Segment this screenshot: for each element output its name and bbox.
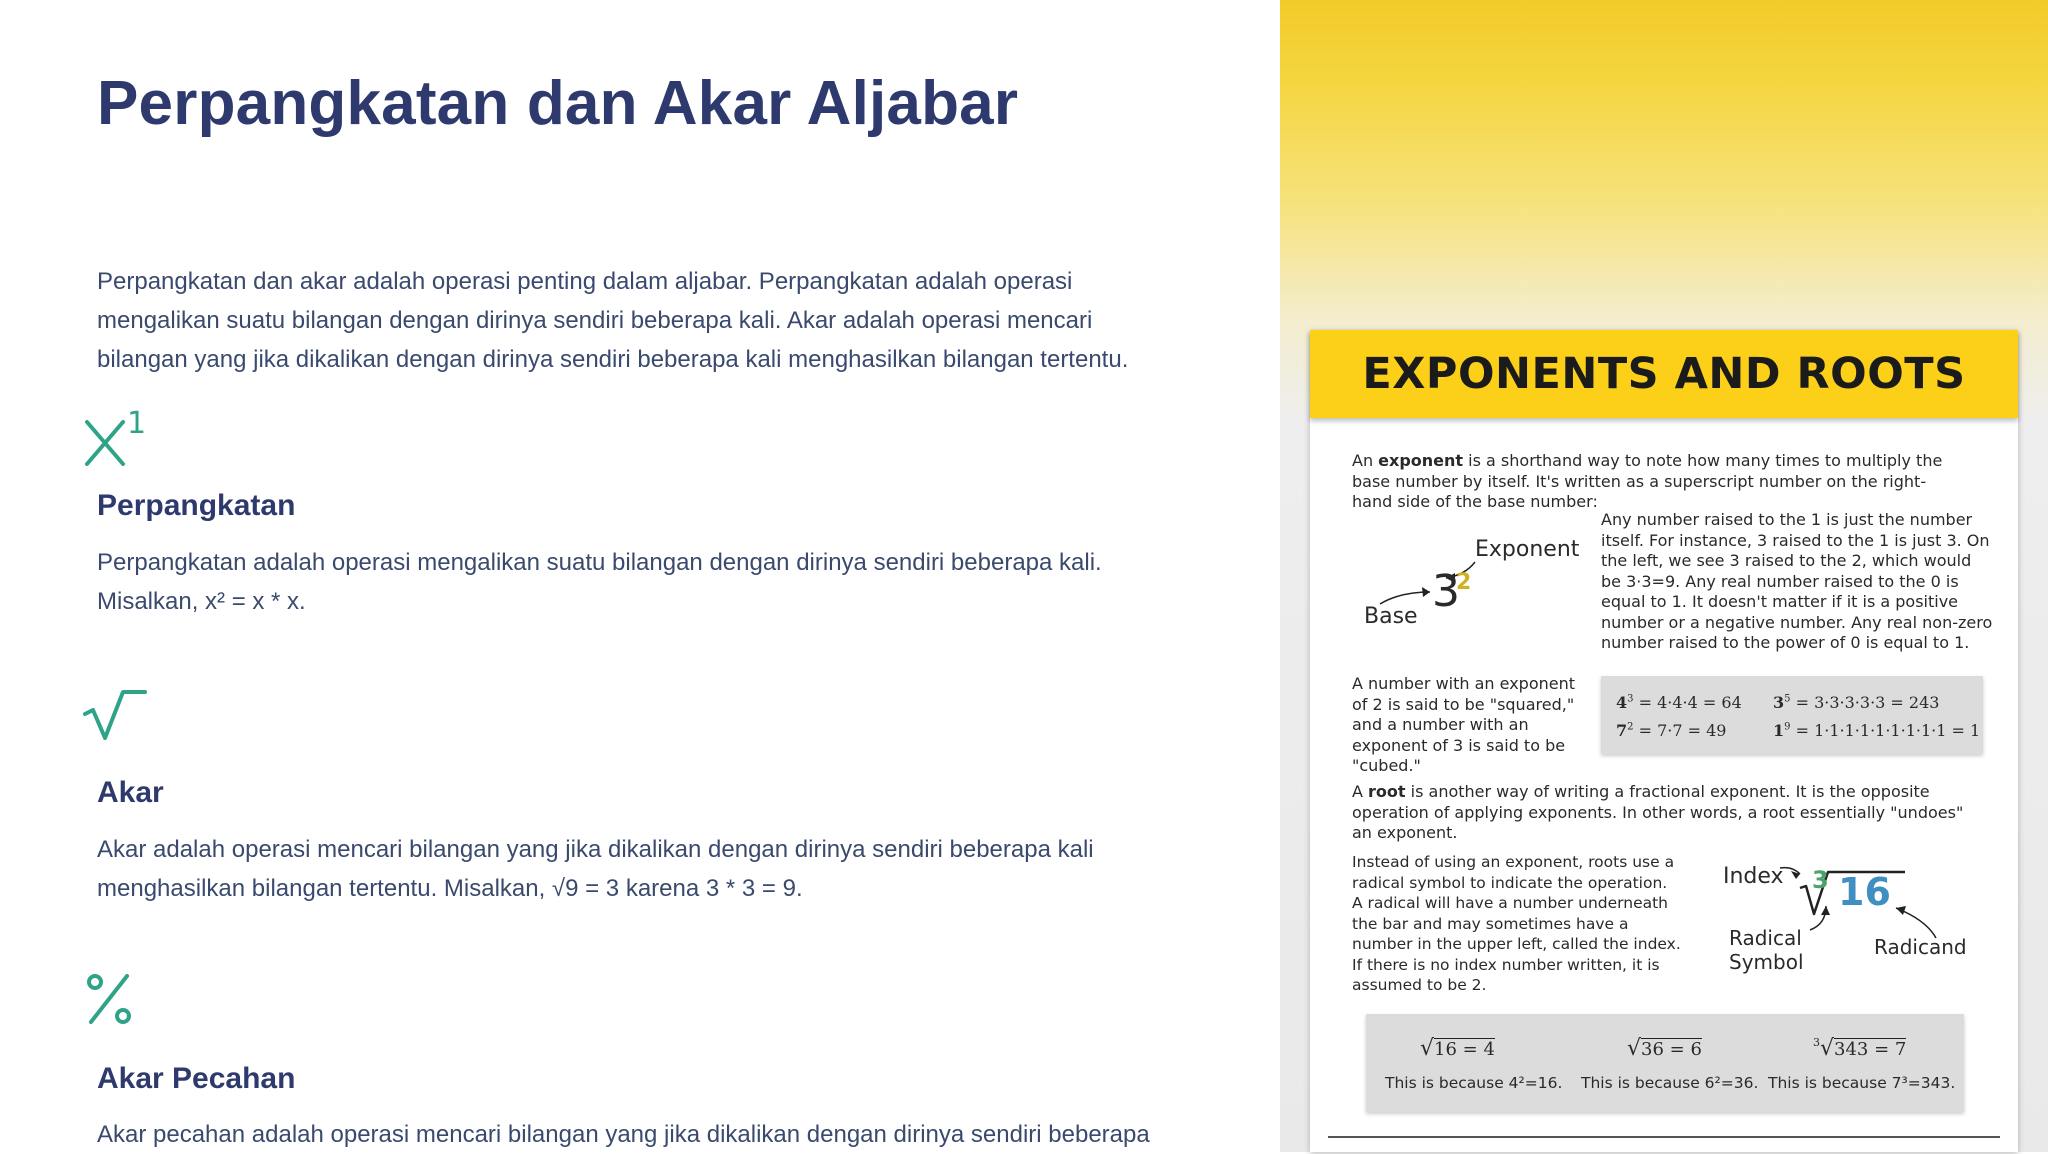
percent-icon <box>83 972 139 1028</box>
example-1-ninth-exp: 9 <box>1784 721 1791 733</box>
root-example-3-index: 3 <box>1813 1036 1820 1049</box>
section-title-perpangkatan: Perpangkatan <box>97 489 296 522</box>
infographic-title: EXPONENTS AND ROOTS <box>1362 349 1966 399</box>
root-example-1 <box>1420 1036 1495 1061</box>
root-example-1-note: This is because 4²=16. <box>1385 1074 1563 1092</box>
square-root-icon <box>83 684 149 742</box>
example-base: 3 <box>1432 566 1460 617</box>
root-example-1-expr: 16 = 4 <box>1434 1039 1495 1060</box>
section-text-akar-pecahan: Akar pecahan adalah operasi mencari bilangan yang jika dikalikan dengan dirinya sendiri beberapa <box>97 1121 1150 1148</box>
example-4-cubed-rest: = 4·4·4 = 64 <box>1633 693 1742 712</box>
root-index: 3 <box>1812 866 1829 894</box>
root-example-3 <box>1813 1036 1906 1061</box>
radical-sign-2: √ <box>1627 1036 1642 1061</box>
example-7-squared <box>1616 721 1726 740</box>
example-3-fifth-base: 3 <box>1773 693 1785 712</box>
root-example-2-note: This is because 6²=36. <box>1581 1074 1759 1092</box>
root-intro-pre: A <box>1352 782 1369 801</box>
exponent-intro-post: is a shorthand way to note how many times to multiply the base number by itself. It's written as a superscript number on the right-hand side of the base number: <box>1352 451 1943 511</box>
label-radical-symbol-2: Symbol <box>1729 950 1804 974</box>
root-intro <box>1352 782 1982 844</box>
example-1-ninth-base: 1 <box>1773 721 1785 740</box>
label-radicand: Radicand <box>1874 935 1967 959</box>
root-example-3-expr: 343 = 7 <box>1834 1039 1907 1060</box>
example-power: 2 <box>1456 570 1472 595</box>
example-7-squared-base: 7 <box>1616 721 1628 740</box>
label-radical-symbol-1: Radical <box>1729 926 1802 950</box>
example-3-fifth-rest: = 3·3·3·3·3 = 243 <box>1790 693 1940 712</box>
root-examples-box <box>1366 1014 1964 1112</box>
infographic-banner <box>1310 330 2018 418</box>
example-4-cubed-exp: 3 <box>1627 693 1634 705</box>
bottom-divider <box>1328 1136 2000 1138</box>
svg-text:1: 1 <box>127 406 147 441</box>
exponent-examples-box <box>1601 676 1983 754</box>
root-intro-post: is another way of writing a fractional exponent. It is the opposite operation of applying exponents. In other words, a root essentially "undoes" an exponent. <box>1352 782 1964 842</box>
section-title-akar: Akar <box>97 776 164 809</box>
root-example-2-expr: 36 = 6 <box>1641 1039 1702 1060</box>
root-radicand: 16 <box>1838 870 1891 914</box>
section-title-akar-pecahan: Akar Pecahan <box>97 1062 296 1095</box>
example-7-squared-exp: 2 <box>1627 721 1634 733</box>
radical-text: Instead of using an exponent, roots use a radical symbol to indicate the operation. A radical will have a number underneath the bar and may sometimes have a number in the upper left, called the index. If there is no index number written, it is assumed to be 2. <box>1352 853 1681 994</box>
example-3-fifth-exp: 5 <box>1784 693 1791 705</box>
example-4-cubed-base: 4 <box>1616 693 1628 712</box>
radical-sign-3: √ <box>1820 1036 1835 1061</box>
root-example-2 <box>1627 1036 1702 1061</box>
example-3-fifth <box>1773 693 1939 712</box>
exponent-intro-bold: exponent <box>1378 451 1464 470</box>
label-index: Index <box>1723 864 1784 889</box>
section-text-akar: Akar adalah operasi mencari bilangan yang jika dikalikan dengan dirinya sendiri beberapa kali menghasilkan bilangan tertentu. Misalkan, √9 = 3 karena 3 * 3 = 9. <box>97 836 1094 902</box>
exponent-intro <box>1352 451 1962 513</box>
label-exponent: Exponent <box>1475 537 1580 562</box>
exponent-rules: Any number raised to the 1 is just the number itself. For instance, 3 raised to the 1 is just 3. On the left, we see 3 raised to the 2, which would be 3·3=9. Any real number raised to the 0 is equal to 1. It doesn't matter if it is a positive number or a negative number. Any real non-zero number raised to the power of 0 is equal to 1. <box>1601 510 1993 652</box>
label-base: Base <box>1364 604 1418 629</box>
example-1-ninth-rest: = 1·1·1·1·1·1·1·1·1 = 1 <box>1790 721 1981 740</box>
example-4-cubed <box>1616 693 1742 712</box>
exponent-intro-pre: An <box>1352 451 1379 470</box>
squared-cubed-text: A number with an exponent of 2 is said to be "squared," and a number with an exponent of 3 is said to be "cubed." <box>1352 674 1575 775</box>
page-title: Perpangkatan dan Akar Aljabar <box>97 69 1019 138</box>
section-text-perpangkatan: Perpangkatan adalah operasi mengalikan suatu bilangan dengan dirinya sendiri beberapa kali. Misalkan, x² = x * x. <box>97 549 1102 615</box>
example-1-ninth <box>1773 721 1980 740</box>
intro-paragraph: Perpangkatan dan akar adalah operasi penting dalam aljabar. Perpangkatan adalah operasi mengalikan suatu bilangan dengan dirinya sendiri beberapa kali. Akar adalah operasi mencari bilangan yang jika dikalikan dengan dirinya sendiri beberapa kali menghasilkan bilangan tertentu. <box>97 268 1129 373</box>
superscript-icon <box>83 402 153 468</box>
radical-sign-1: √ <box>1420 1036 1435 1061</box>
root-example-3-note: This is because 7³=343. <box>1768 1074 1956 1092</box>
example-7-squared-rest: = 7·7 = 49 <box>1633 721 1727 740</box>
root-intro-bold: root <box>1368 782 1406 801</box>
